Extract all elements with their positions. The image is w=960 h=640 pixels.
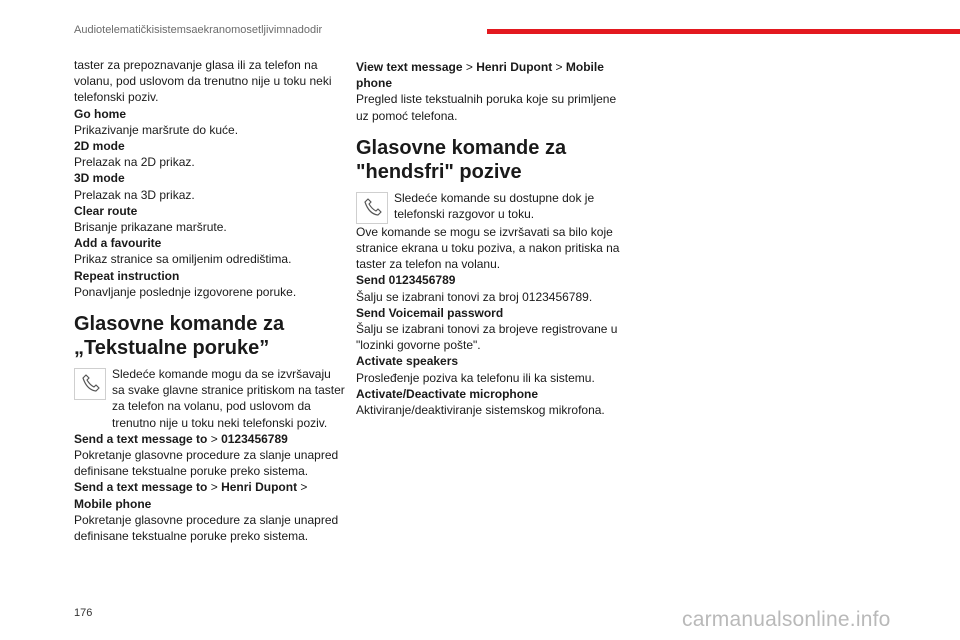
note-block [74, 366, 346, 431]
watermark-link[interactable]: carmanualsonline.info [682, 608, 891, 631]
command-separator: > [207, 431, 222, 446]
command-description: Ponavljanje poslednje izgovorene poruke. [74, 284, 297, 299]
command-description: Prikazivanje maršrute do kuće. [74, 122, 239, 137]
command-name: Send Voicemail password [356, 305, 504, 320]
command-keyword: Henri Dupont [476, 60, 553, 74]
command-description: Šalju se izabrani tonovi za brojeve registrovane u "lozinki govorne pošte". [356, 322, 618, 353]
sms-command-number [74, 431, 346, 447]
command-separator: > [297, 480, 308, 495]
command-separator: > [462, 60, 477, 74]
command-name: Repeat instruction [74, 268, 180, 283]
section-heading-text-messages: Glasovne komande za „Tekstualne poruke” [74, 313, 285, 360]
command-name: Go home [74, 106, 127, 121]
command-description: Pregled liste tekstualnih poruka koje su primljene uz pomoć telefona. [356, 92, 617, 123]
command-list-navigation [74, 106, 346, 300]
sms-command-contact [74, 479, 346, 511]
command-name: Activate speakers [356, 354, 459, 369]
command-description: Aktiviranje/deaktiviranje sistemskog mikrofona. [356, 403, 605, 418]
command-description: Brisanje prikazane maršrute. [74, 220, 227, 235]
command-keyword: 0123456789 [221, 431, 288, 446]
command-keyword: View text message [356, 60, 463, 74]
command-name: Activate/Deactivate microphone [356, 386, 539, 401]
phone-handset-icon [74, 368, 106, 400]
command-name: 3D mode [74, 171, 125, 186]
command-description: Prelazak na 2D prikaz. [74, 155, 195, 170]
command-name: Add a favourite [74, 236, 162, 251]
left-column [74, 57, 346, 544]
note-continued: Ove komande se mogu se izvršavati sa bilo koje stranice ekrana u toku poziva, a nakon pritiska na taster za telefon na volanu. [356, 224, 620, 272]
command-keyword: Mobile phone [74, 496, 152, 511]
header-accent-bar [487, 29, 960, 34]
page-number: 176 [74, 607, 93, 619]
command-description: Prosleđenje poziva ka telefonu ili ka sistemu. [356, 370, 595, 385]
command-separator: > [552, 60, 566, 74]
command-keyword: Send a text message to [74, 480, 208, 495]
phone-handset-icon [356, 192, 388, 224]
command-separator: > [207, 480, 222, 495]
command-keyword: Mobile phone [356, 60, 604, 91]
note-block [356, 190, 628, 224]
right-column [356, 59, 628, 418]
command-description: Pokretanje glasovne procedure za slanje unapred definisane tekstualne poruke preko sistema. [74, 512, 339, 544]
section-heading-handsfree: Glasovne komande za "hendsfri" pozive [356, 136, 567, 183]
command-name: Clear route [74, 203, 138, 218]
command-description: Šalju se izabrani tonovi za broj 0123456789. [356, 289, 593, 304]
intro-paragraph: taster za prepoznavanje glasa ili za telefon na volanu, pod uslovom da trenutno nije u toku neki telefonski poziv. [74, 58, 332, 105]
running-header-title: Audiotelematičkisistemsaekranomosetljivimnadodir [74, 24, 323, 36]
command-keyword: Send a text message to [74, 431, 208, 446]
command-description: Prelazak na 3D prikaz. [74, 187, 195, 202]
note-text: Sledeće komande su dostupne dok je telefonski razgovor u toku. [394, 190, 595, 222]
view-message-command [356, 59, 628, 91]
command-name: Send 0123456789 [356, 273, 456, 288]
note-text: Sledeće komande mogu da se izvršavaju sa svake glavne stranice pritiskom na taster za telefon na volanu, pod uslovom da trenutno nije u toku neki telefonski poziv. [112, 367, 345, 430]
command-name: 2D mode [74, 139, 125, 154]
command-description: Pokretanje glasovne procedure za slanje unapred definisane tekstualne poruke preko sistema. [74, 448, 339, 479]
command-keyword: Henri Dupont [221, 480, 298, 495]
command-description: Prikaz stranice sa omiljenim odredištima. [74, 252, 292, 267]
